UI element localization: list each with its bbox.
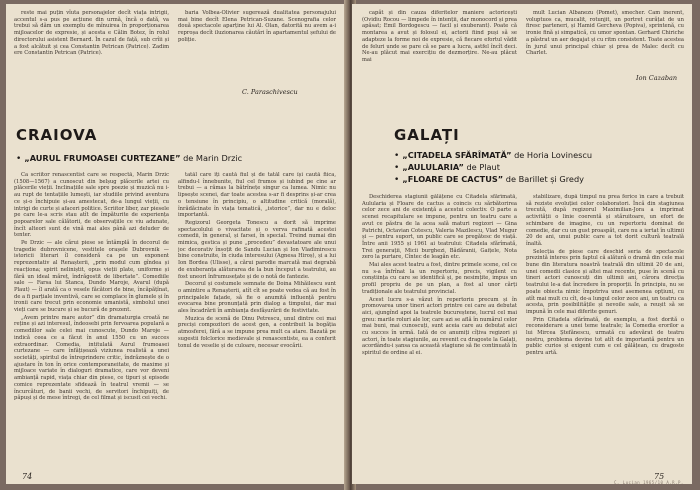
paragraph: Mai ales acest teatru a fost, dintre primele scene, cel ce nu s-a înfrînat la un repertoriu, precis, vigilent cu conștiința cu care se identifică și, pe nesimțite, impus un profil propriu de pe un plan, a fost al unor cărți tradiționale ale teatrului provincial. [362,262,517,295]
paragraph: „Avem printre mare autor” din dramaturgia croată ne reține și azi interesul, îndeosebi prin fervoarea populară a comediilor sale celei mai cunoscute, Dundo Maroje — indică ceea ce a făcut în anul 1550 cu un succes extraordinar. Comedia, intitulată Aurul frumoasei curtezane — care înfățișează viziunea realistă a unei societăți, spiritul de întreprindere critic, îndrăznește de o ajustare în ton în orice contemporaneitate, de maxime și mijloace variate în dialoguri dramatice, care vor deveni ambianță rapid, viața chiar din piese, ce tipuri și episode comice reprezentate sfidează în teatrul vremii — se încurcături, de banii vechi, de servitori închipuiți, de păpuși și de mese întregi, de cel filmat și iscusit cei vechi. [14,314,169,402]
left-main-column-1 [14,172,169,472]
play-title: „AULULARIA” [402,162,464,172]
bullet-icon: • [394,151,400,161]
paragraph: Prin Citadela sfărîmată, de exemplu, a fost dorită o reconsiderare a unei teme teatrale; la Comedia erorilor a lui Mircea Ștefănescu, urmată cu adevărat de teatru nostru, problema devine tot atît de importantă pentru un public curios și exigent cum e cel gălățean, cu dragoste pentru artă. [526,316,684,357]
play-heading-aurul [16,153,242,164]
play-author: de Horia Lovinescu [511,150,593,160]
section-title-galati: GALAȚI [394,126,460,144]
paragraph: Selecția de piese care deschid seria de spectacole prezintă interes prin faptul că alătură o dramă din cele mai bune din literatura noastră teatrală din ultimii 20 de ani, unei comedii clasice și altei mai recente, puse în scenă cu tineri actori cunoscuți din ultimii ani, cărora direcția teatrului le-a dat încredere în proporții. În principiu, nu se poate obiecta nimic împotriva unei asemenea opțiuni, cu atît mai mult cu cît, de-a lungul celor zece ani, un teatru ca acesta, prin posibilitățile și nevoile sale, a reușit să se impună în cele mai diferite genuri. [526,248,684,315]
left-top-column-1 [14,10,169,58]
paragraph: Regizorul Georgeta Tonescu a dorit să imprime spectacolului o vivacitate și o verva rafinată acestei comedii, în general, și farsei, în special. Treind numai din mimica, gestica și pune „procedeu” devastatoare ale unui joc decorativ însoțit de Sandu Lucian și Ion Vladimirescu bine construite, în ciuda interesului (Agnesa Hiroș), și a lui Ion Bordea (Ulisse), a cărui parodie marcată mai degrabă de exuberanța alăturarea de la bun început a teatrului, au fost uneori înfrumusețate și de o notă de fantezie. [178,219,336,280]
play-author: de Marin Drzic [180,153,243,163]
play-author: de Plaut [463,162,500,172]
bullet-icon: • [394,175,400,185]
bullet-icon: • [16,154,22,164]
paragraph: stabilizare, după timpul nu prea ferice în care a trebuit să reziste evoluției celor colaboratori. Încă din stagiunea trecută, după regizorul Maximilian-Jora a imprimat activității o linie coerentă și stăruitoare, un efort de schimbare de imagine, cu un repertoriu dominat de comedie, dar cu un gust proaspăt, care nu a iertat în ultimii 20 de ani, unui public care a tot dorit cultură teatrală înaltă. [526,194,684,247]
play-title: „CITADELA SFĂRÎMATĂ” [402,150,512,160]
left-top-paragraph-2: baria Volbea-Olivier sugerează dualitatea personajului mai bine decît Elena Petrican-Suzane. Scenografia celor două spectacole aparține lui Al. Olan, datorită nu avem a-i reproșa decît iluzionarea căutări în apartamentul șefului de poliție. [178,10,336,43]
paragraph: Deschiderea stagiunii gălățene cu Citadela sfărîmată, Aulularia și Floare de cactus a coincis cu sărbătorirea celor zece ani de existență a acestui colectiv. O parte a scenei recapitulare se impune, pentru un teatru care a avut ce păstra de la acea sală maturi regizori — Gina Patrichi, Octavian Cotescu, Valeria Mazilescu, Vlad Mugur și — pentru suport, un public care se pregătesc de viață. Între anii 1955 și 1961 ai teatrului: Citadela sfărîmată, Trei generații, Micii burghezi, Bădăranii, Gaițele, Nota zero la purtare, Cîntec de leagăn etc. [362,194,517,261]
section-title-craiova: CRAIOVA [16,126,98,144]
play-heading-floare [394,174,584,185]
paragraph: Decorul și costumele semnate de Doina Mihăilescu sunt o amintire a Renașterii, atît cît se poate vedea că au fost în principalele fațade, să fie o anumită influență pentru evocarea bine pronunțată prin dialog a timpului, dar mai ales încadrării în ambianța desfășurării de festivitate. [178,281,336,315]
page-number-right: 75 [654,472,665,481]
paragraph: Ca scriitor renascentist care se respectă, Marin Drzic (1508—1567) a cunoscut din belșug plăcerile artei cu plăcerile vieții. Inclinațiile sale spre poezie și muzică nu i-au rupt de tentațiile lumești, iar studiile privind aventura ce și-o închipuie și-au amestecat, de-a lungul vieții, cu intrigi de curte și afaceri politice. Scriitor liber, zar piesele pe care le-a scris stau atît de împăturite de experiența popoarelor sale călătorii, de observațiile ce viu adunate, încît alteori sunt de vină mai ales până azi deluder de tenter. [14,172,169,239]
paragraph: Muzica de scenă de Dinu Petrescu, unul dintre cei mai preciși compozitori de acest gen, a contribuit la bogăția atmosferei, fără a se impune prea mult ca atare. Bazată pe sugestii folclorice medievale și renascentiste, ea a conferit tonul de veselie și de culoare, necesar evocării. [178,315,336,349]
play-heading-citadela [394,150,592,161]
right-main-column-1 [362,194,517,472]
article-signature-right: Ion Cazaban [636,74,678,82]
paragraph: Pe Drzic — ale cărui piese se întâmplă în decorul de tragedie dubrovnicene, vestitele orașele Dubrovnik — istoricii literari îl consideră ca pe un exponent reprezentativ al Renașterii, „prin modul cum gîndea și reacționa; spirit neliniștit, opus vieții plate, uniforme și fără un ideal măreț, îndrăgostit de libertate”. Comediile sale — Farsa lui Stanca, Dundo Maroje, Avarul (după Plaut) — îl arată ca o vesele făcători de bine, încăpățînat, de a fi parțiale inventivă, care se complace în glumele și în ironii care trecut prin economie umanistă, simbolul unei vieți care se bucure și se bucură de prezent. [14,240,169,314]
right-top-paragraph-1: capăt și din cauza diferitelor maniere actoricești (Ovidiu Rocou — limpede în intenții, dar monocord și prea apăsat; Emil Bordogescu — facil și exuberant). Poate că montarea a avut și folosul ei, actorii fiind puși să se adapteze la forme noi de expresie, că fiecare efortul vădit de feluri unde se pare că se pare a lucra, astfel încît deci. Ne-au plăcut mai exercițiu de dezmorțire. Ne-au plăcut mai [362,10,517,63]
left-top-column-2 [178,10,336,45]
article-signature-left: C. Paraschivescu [242,88,298,96]
play-author: de Barillet și Gredy [503,174,585,184]
right-main-column-2 [526,194,684,472]
bullet-icon: • [394,163,400,173]
right-page [352,4,692,484]
play-title: „AURUL FRUMOASEI CURTEZANE” [24,153,181,163]
left-page [6,4,346,484]
right-top-paragraph-2: mult Lucian Albanezu (Pomet), smecher. Cam inerent, voluptuos ca, mucalit, rotunjit, un portret curățat de un firesc parteneri, și Hamid Gercheva (Popiva), sprintenă, cu ironie fină și simpatică, cu umor spontan. Gerhard Chiriche a păstrat un aer degajat și cu ritm consistent. Toate acestea în jurul unui principal chiar și prea de Malec decît cu Charlet. [526,10,685,57]
print-stamp: C. Lucian 1965/10 A.R.P. [614,480,684,484]
paragraph: Acest lucru s-a văzut în repertoriu precum și în promovarea unor tineri actori printre cei care au debutat aici, ajungînd apoi la teatrele bucureștene, lucrul cel mai greu: marile roluri ale lor, care azi se află în numărul celor mai buni, mai cunoscuți, sunt aceia care au debutat aici cu succes în urmă. Iată de ce anumiți cîțiva regizori și actori, în toate stagiunile, au revenit cu dragoste la Galați, acordându-i șansa ca această stagiune să fie continuată în spiritul de ordine al ei. [362,296,517,357]
page-number-left: 74 [22,472,33,481]
left-top-paragraph-1: reste mai puțin vîuta personajelor decît viața intrigii, accentul s-a pus pe acțiune din urmă, încă o dată, va trebui să dăm un exemplu de mînuirea în proporționarea mijloacelor de expresie, și acesta e Călin Botez, în rolul directorului asistent Bernard. În cazul de față, sub crîii și a fost alcătuit și cea Constantin Petrican (Patrice). Zadim ere Constantin Petrican (Patrice). [14,10,169,57]
paragraph: tatăl care îți caută fiul și de tatăl care își caută fiica, alfindu-l înnebunite, fiul cel frumos și iubind pe cine ar trebui — a rămas la bătrînețe singur ca lumea. Nimic nu lipsește scenei, dar toate acestea s-ar fi desprins și-ar crea o tensiune în principiu, o altitudine critică (morală), înrădăcinate în viața tematică, „istorice”, dar nu e deloc importantă. [178,172,336,219]
play-title: „FLOARE DE CACTUS” [402,174,504,184]
right-top-column-1 [362,10,517,65]
left-main-column-2 [178,172,336,472]
right-top-column-2 [526,10,684,58]
play-heading-aulularia [394,162,500,173]
